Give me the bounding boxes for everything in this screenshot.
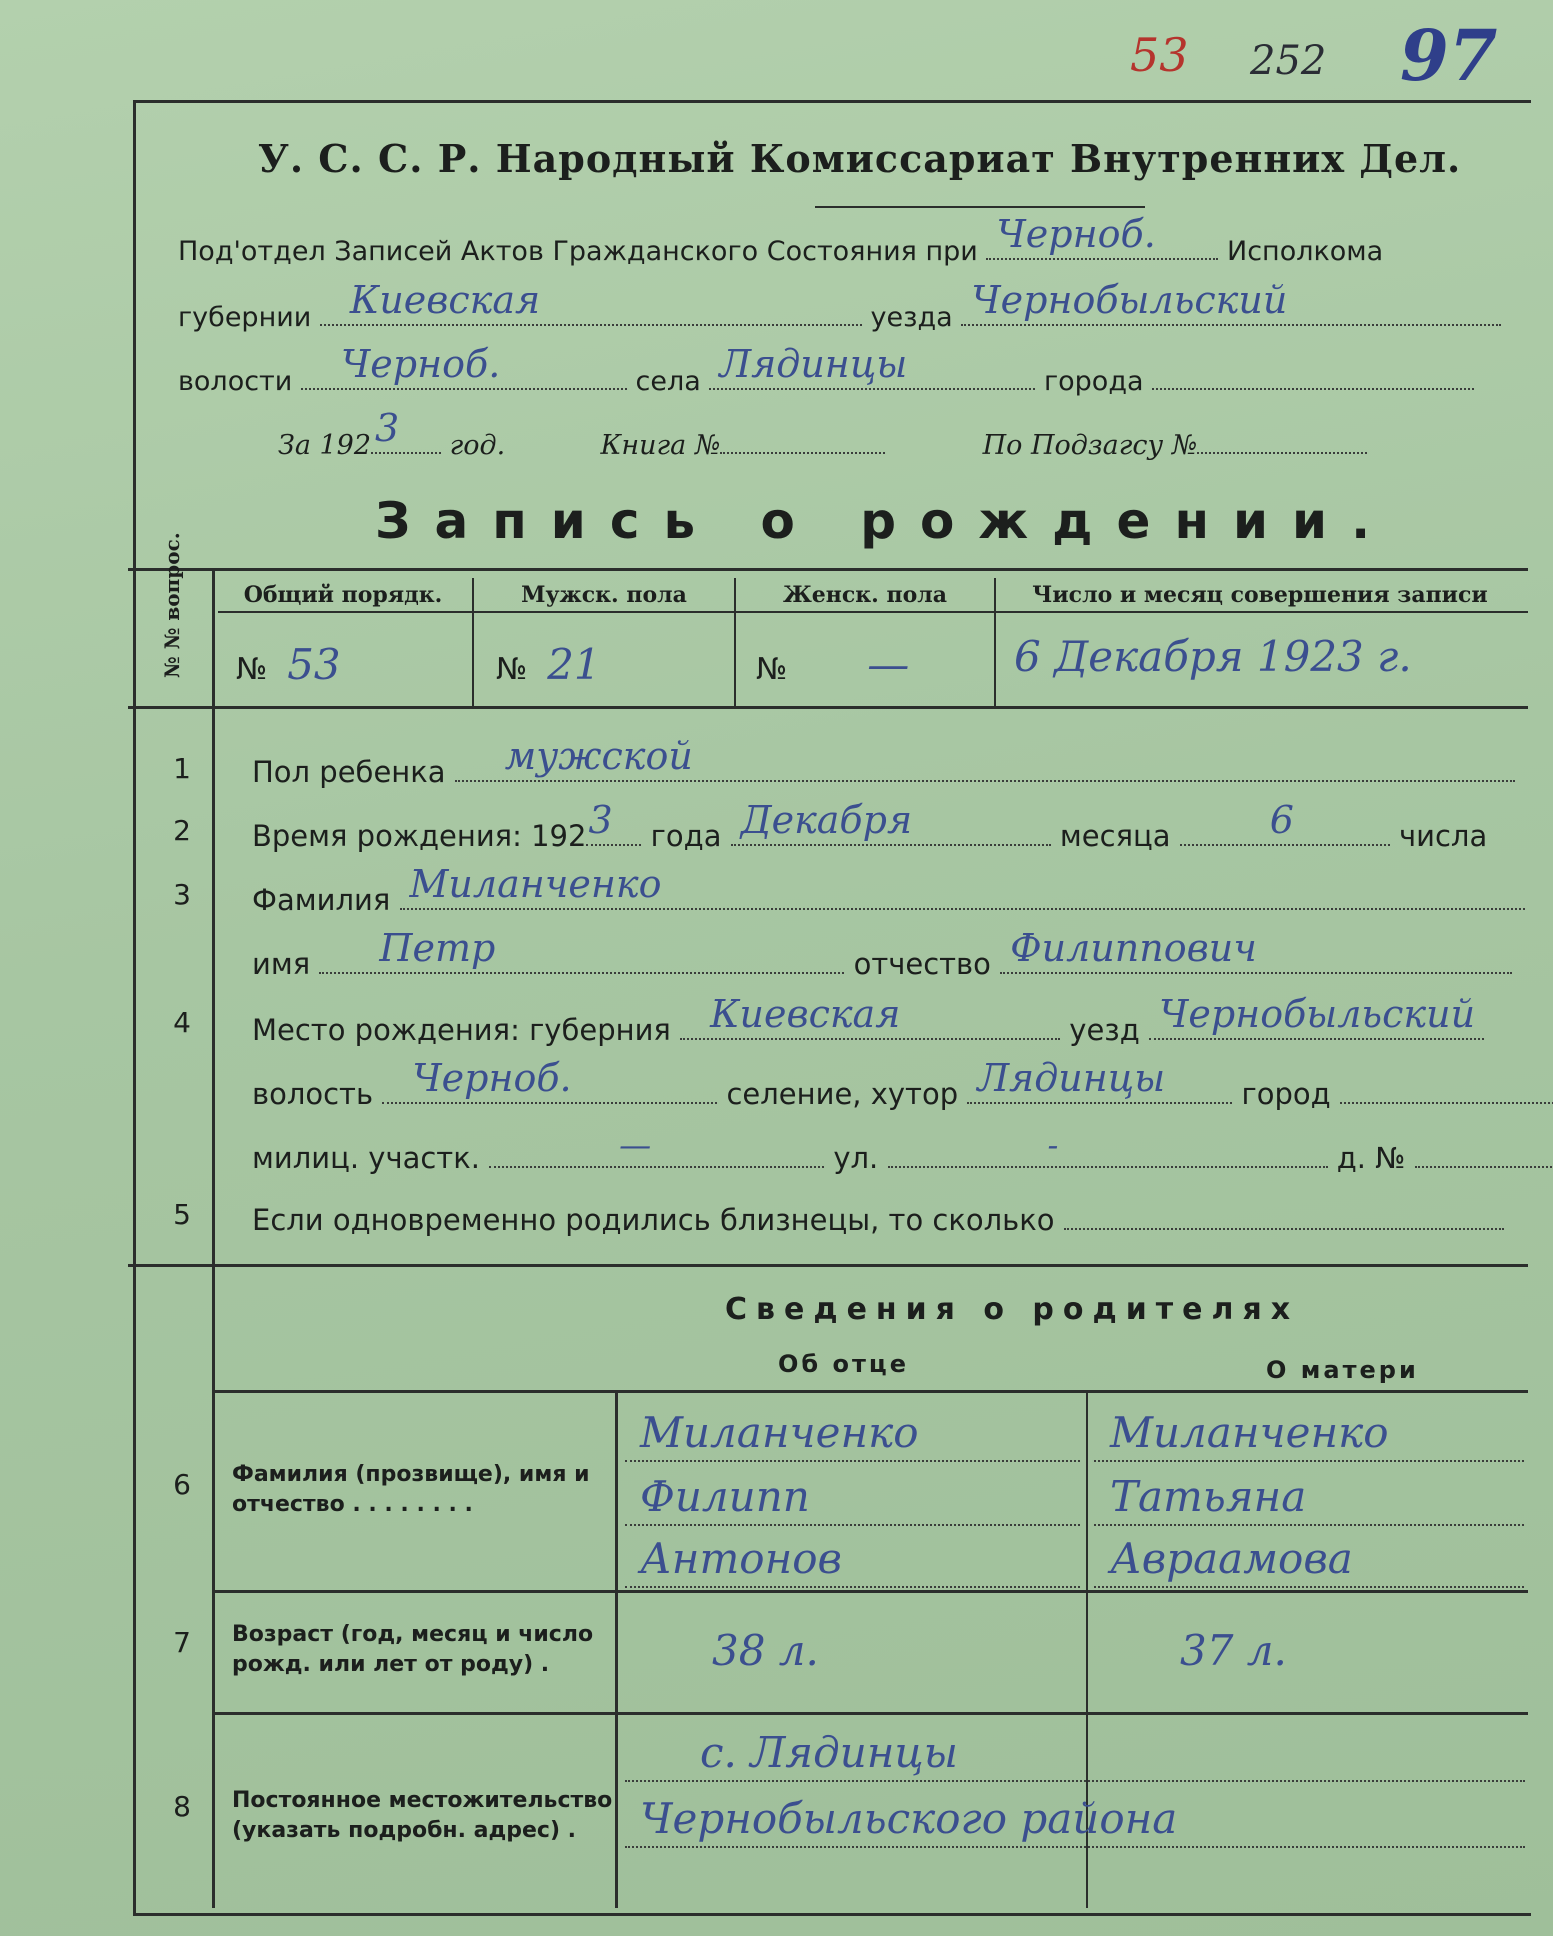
- record-date-value: 6 Декабря 1923 г.: [1014, 632, 1412, 681]
- street-label: ул.: [833, 1141, 879, 1175]
- father-firstname-value: Филипп: [640, 1472, 810, 1521]
- father-header: Об отце: [778, 1350, 909, 1378]
- question-number-1: 1: [173, 752, 191, 785]
- female-number-cell: № —: [756, 640, 910, 689]
- birth-month-field: [731, 798, 1051, 846]
- vopros-label: № № вопрос.: [160, 532, 184, 678]
- patronymic-label: отчество: [853, 947, 991, 981]
- child-sex-field: [455, 734, 1515, 782]
- archive-number-blue: 97: [1400, 14, 1498, 97]
- head-label-rule: [218, 611, 1528, 613]
- milic-value: —: [619, 1126, 652, 1164]
- parents-label-divider: [615, 1392, 618, 1908]
- year-field: [371, 406, 441, 454]
- year-prefix: За 192: [278, 430, 372, 461]
- head-divider-1: [472, 578, 474, 706]
- surname-label: Фамилия: [252, 883, 391, 917]
- patronymic-value: Филиппович: [1010, 926, 1257, 970]
- row-6-bottom-rule: [212, 1590, 1528, 1593]
- record-date-cell: [1014, 632, 1412, 681]
- selo-value: Лядинцы: [719, 342, 908, 386]
- subdept-field: [986, 212, 1218, 260]
- male-number-value: 21: [547, 640, 601, 689]
- podzags-field: [1197, 422, 1367, 454]
- milic-field: [489, 1126, 824, 1168]
- birthplace-volost-label: волость: [252, 1077, 374, 1111]
- volost-value: Черноб.: [340, 342, 501, 386]
- question-3-surname-row: [252, 862, 1525, 917]
- question-4-volost-row: [252, 1056, 1553, 1111]
- street-field: [888, 1126, 1328, 1168]
- mother-patronymic-value: Авраамова: [1110, 1534, 1353, 1583]
- question-5-row: [252, 1198, 1504, 1237]
- selo-label: села: [635, 366, 701, 397]
- subdept-label: Под'отдел Записей Актов Гражданского Состояния при: [178, 236, 978, 267]
- first-name-field: [319, 926, 844, 974]
- question-2-row: [252, 798, 1488, 853]
- father-name-line-3: [625, 1586, 1080, 1588]
- question-number-6: 6: [173, 1468, 191, 1501]
- birthplace-volost-field: [382, 1056, 717, 1104]
- birthplace-uezd-field: [1149, 992, 1484, 1040]
- parents-top-rule: [128, 1264, 1528, 1267]
- archive-number-red: 53: [1130, 28, 1189, 82]
- parent-name-label: Фамилия (прозвище), имя и отчество . . . . . . . .: [232, 1462, 590, 1517]
- birthplace-uezd-value: Чернобыльский: [1159, 992, 1476, 1036]
- mother-firstname-value: Татьяна: [1110, 1472, 1307, 1521]
- question-4-place-row: [252, 992, 1484, 1047]
- residence-line-2-value: Чернобыльского района: [640, 1794, 1178, 1843]
- question-4-milic-row: [252, 1126, 1553, 1175]
- question-column-rule: [212, 568, 215, 1908]
- father-name-line-1: [625, 1460, 1080, 1462]
- surname-value: Миланченко: [409, 862, 662, 906]
- birthplace-gubernia-field: [680, 992, 1060, 1040]
- first-name-label: имя: [252, 947, 311, 981]
- parents-title: Сведения о родителях: [725, 1292, 1300, 1327]
- birthplace-label: Место рождения: губерния: [252, 1013, 671, 1047]
- question-number-8: 8: [173, 1790, 191, 1823]
- archive-number-black: 252: [1250, 38, 1327, 84]
- head-divider-3: [994, 578, 996, 706]
- female-number-label: Женск. пола: [782, 582, 948, 608]
- record-title: Запись о рождении.: [375, 492, 1395, 550]
- male-number-label: Мужск. пола: [521, 582, 687, 608]
- residence-line-1: [625, 1780, 1525, 1782]
- milic-label: милиц. участк.: [252, 1141, 480, 1175]
- gorod-label: города: [1043, 366, 1144, 397]
- page-title: У. С. С. Р. Народный Комиссариат Внутренних Дел.: [258, 136, 1462, 181]
- birth-year-field: [586, 798, 641, 846]
- record-date-label: Число и месяц совершения записи: [1032, 582, 1488, 608]
- father-age-value: 38 л.: [712, 1626, 819, 1675]
- twins-field: [1064, 1198, 1504, 1230]
- mother-surname-value: Миланченко: [1110, 1408, 1389, 1457]
- mother-name-line-2: [1094, 1524, 1524, 1526]
- street-value: -: [1047, 1126, 1059, 1164]
- father-surname-value: Миланченко: [640, 1408, 919, 1457]
- first-name-value: Петр: [379, 926, 496, 970]
- birthplace-volost-value: Черноб.: [412, 1056, 572, 1100]
- house-label: д. №: [1336, 1141, 1406, 1175]
- birthplace-gorod-field: [1340, 1072, 1553, 1104]
- birthplace-selenie-value: Лядинцы: [977, 1056, 1166, 1100]
- subdept-value: Черноб.: [996, 212, 1156, 256]
- archive-numbers: [1130, 14, 1530, 100]
- birth-day-value: 6: [1269, 798, 1294, 842]
- father-name-line-2: [625, 1524, 1080, 1526]
- volost-row: [178, 342, 1474, 397]
- mother-header: О матери: [1266, 1356, 1419, 1384]
- mother-name-line-3: [1094, 1586, 1524, 1588]
- title-underline: [815, 206, 1145, 208]
- year-value: 3: [375, 406, 400, 450]
- birth-time-label: Время рождения: 192: [252, 819, 587, 853]
- volost-field: [301, 342, 627, 390]
- birthplace-selenie-label: селение, хутор: [726, 1077, 959, 1111]
- gubernia-field: [320, 278, 862, 326]
- female-number-value: —: [867, 640, 910, 689]
- parents-head-rule: [212, 1390, 1528, 1393]
- birth-year-value: 3: [588, 798, 613, 842]
- subdept-row: [178, 212, 1384, 267]
- general-number-value: 53: [287, 640, 341, 689]
- mother-name-line-1: [1094, 1460, 1524, 1462]
- birth-month-value: Декабря: [740, 798, 913, 842]
- table-top-rule: [128, 568, 1528, 571]
- question-1-row: [252, 734, 1515, 789]
- ispolkom-label: Исполкома: [1227, 236, 1384, 267]
- birthplace-selenie-field: [967, 1056, 1232, 1104]
- year-row: [278, 406, 1367, 461]
- gorod-field: [1152, 358, 1474, 390]
- general-number-cell: № 53: [236, 640, 341, 689]
- general-number-label: Общий порядк.: [243, 582, 443, 608]
- question-3-name-row: [252, 926, 1512, 981]
- male-number-cell: № 21: [496, 640, 601, 689]
- question-number-4: 4: [173, 1006, 191, 1039]
- mesyaca-label: месяца: [1059, 819, 1171, 853]
- uezd-value: Чернобыльский: [971, 278, 1288, 322]
- gubernia-label: губернии: [178, 302, 312, 333]
- volost-label: волости: [178, 366, 293, 397]
- birthplace-gorod-label: город: [1241, 1077, 1331, 1111]
- parent-age-label: Возраст (год, месяц и число рожд. или лет от роду) .: [232, 1622, 594, 1677]
- birth-day-field: [1180, 798, 1390, 846]
- parent-residence-label: Постоянное местожительство (указать подробн. адрес) .: [232, 1788, 613, 1843]
- uezd-field: [961, 278, 1501, 326]
- gubernia-value: Киевская: [349, 278, 541, 322]
- year-suffix: год.: [449, 430, 506, 461]
- book-field: [720, 422, 885, 454]
- question-number-2: 2: [173, 814, 191, 847]
- table-head-bottom-rule: [128, 706, 1528, 709]
- row-7-bottom-rule: [212, 1712, 1528, 1715]
- child-sex-label: Пол ребенка: [252, 755, 446, 789]
- gubernia-row: [178, 278, 1501, 333]
- selo-field: [709, 342, 1035, 390]
- surname-field: [400, 862, 1525, 910]
- patronymic-field: [1000, 926, 1512, 974]
- question-number-7: 7: [173, 1626, 191, 1659]
- question-number-3: 3: [173, 878, 191, 911]
- goda-label: года: [650, 819, 722, 853]
- book-label: Книга №: [600, 430, 721, 461]
- birthplace-uezd-label: уезд: [1069, 1013, 1140, 1047]
- residence-line-2: [625, 1846, 1525, 1848]
- head-divider-2: [734, 578, 736, 706]
- father-patronymic-value: Антонов: [640, 1534, 842, 1583]
- residence-line-1-value: с. Лядинцы: [700, 1728, 958, 1777]
- birthplace-gubernia-value: Киевская: [710, 992, 901, 1036]
- chisla-label: числа: [1398, 819, 1488, 853]
- podzags-label: По Подзагсу №: [982, 430, 1198, 461]
- twins-label: Если одновременно родились близнецы, то сколько: [252, 1203, 1055, 1237]
- mother-age-value: 37 л.: [1180, 1626, 1287, 1675]
- uezd-label: уезда: [870, 302, 953, 333]
- house-field: [1415, 1136, 1553, 1168]
- question-number-5: 5: [173, 1198, 191, 1231]
- child-sex-value: мужской: [504, 734, 693, 778]
